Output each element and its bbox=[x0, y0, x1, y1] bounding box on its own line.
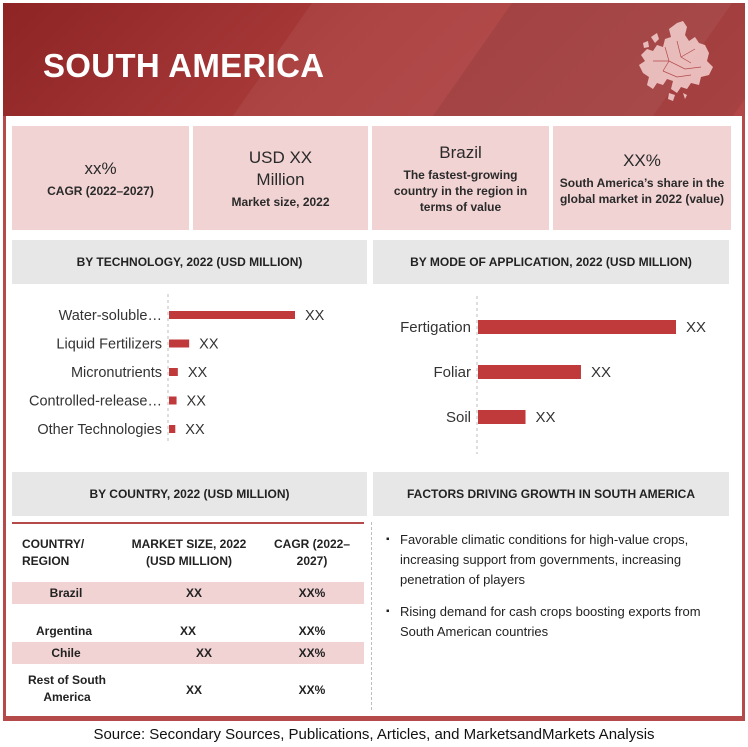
kpi-market-size-label: Market size, 2022 bbox=[231, 194, 330, 209]
europe-map-icon bbox=[629, 17, 719, 105]
table-row bbox=[12, 582, 364, 604]
bar bbox=[478, 320, 676, 334]
page-title: SOUTH AMERICA bbox=[43, 47, 325, 84]
table-header-country: COUNTRY/ REGION bbox=[22, 537, 85, 568]
category-label: Liquid Fertilizers bbox=[56, 336, 162, 353]
kpi-cagr-value: xx% bbox=[84, 158, 117, 178]
kpi-fastest-country-label: The fastest-growing country in the region in terms of value bbox=[393, 167, 528, 214]
category-label: Other Technologies bbox=[37, 422, 162, 438]
factor-item bbox=[384, 602, 722, 642]
bullet-icon: ▪ bbox=[386, 534, 390, 545]
table-cell-cagr: XX% bbox=[298, 646, 326, 660]
bar bbox=[478, 410, 526, 424]
table-cell-cagr: XX% bbox=[298, 624, 326, 638]
application-chart bbox=[373, 294, 729, 454]
kpi-market-size-value: USD XX Million bbox=[248, 147, 313, 189]
table-cell-size: XX bbox=[195, 646, 212, 660]
section-technology-header: BY TECHNOLOGY, 2022 (USD MILLION) bbox=[12, 240, 367, 284]
section-application-header: BY MODE OF APPLICATION, 2022 (USD MILLION) bbox=[373, 240, 729, 284]
data-label: XX bbox=[185, 422, 205, 438]
bar bbox=[169, 340, 189, 348]
category-label: Foliar bbox=[433, 364, 471, 381]
table-cell-cagr: XX% bbox=[298, 586, 326, 600]
data-label: XX bbox=[686, 319, 707, 336]
kpi-fastest-country bbox=[372, 126, 549, 230]
table-cell-country: Chile bbox=[51, 646, 81, 660]
technology-chart bbox=[12, 294, 367, 454]
category-label: Water-soluble… bbox=[58, 308, 162, 324]
kpi-global-share bbox=[553, 126, 731, 230]
section-country-header: BY COUNTRY, 2022 (USD MILLION) bbox=[12, 472, 367, 516]
kpi-fastest-country-value: Brazil bbox=[439, 142, 482, 162]
data-label: XX bbox=[305, 308, 325, 324]
bar bbox=[478, 365, 581, 379]
factor-text: Rising demand for cash crops boosting exports from South American countries bbox=[400, 604, 701, 639]
bottom-accent-bar bbox=[3, 716, 745, 721]
kpi-global-share-label: South America’s share in the global market in 2022 (value) bbox=[559, 175, 725, 206]
table-cell-size: XX bbox=[185, 586, 202, 600]
factor-text: Favorable climatic conditions for high-value crops, increasing support from governments, increasing penetration of players bbox=[400, 532, 689, 587]
data-label: XX bbox=[187, 365, 208, 381]
data-label: XX bbox=[535, 409, 556, 426]
section-factors-header: FACTORS DRIVING GROWTH IN SOUTH AMERICA bbox=[373, 472, 729, 516]
data-label: XX bbox=[186, 393, 206, 410]
application-chart-svg bbox=[373, 294, 729, 454]
category-label: Micronutrients bbox=[70, 365, 162, 381]
category-label: Soil bbox=[445, 409, 471, 426]
factors-list bbox=[384, 530, 722, 654]
data-label: XX bbox=[199, 336, 219, 353]
kpi-cagr bbox=[12, 126, 189, 230]
bar bbox=[169, 397, 177, 405]
header-banner bbox=[3, 3, 745, 116]
category-label: Fertigation bbox=[400, 319, 471, 336]
table-row bbox=[12, 672, 364, 708]
table-cell-size: XX bbox=[185, 683, 202, 697]
source-note: Source: Secondary Sources, Publications, Articles, and MarketsandMarkets Analysis bbox=[93, 726, 655, 743]
kpi-cagr-label: CAGR (2022–2027) bbox=[47, 183, 154, 198]
table-header-cagr: CAGR (2022–2027) bbox=[273, 537, 351, 568]
category-label: Controlled-release… bbox=[29, 393, 162, 410]
country-table bbox=[12, 522, 364, 710]
table-cell-cagr: XX% bbox=[298, 683, 326, 697]
table-header-market-size: MARKET SIZE, 2022 (USD MILLION) bbox=[131, 537, 247, 568]
table-cell-size: XX bbox=[179, 624, 196, 638]
table-top-rule bbox=[12, 522, 364, 524]
data-label: XX bbox=[590, 364, 611, 381]
table-row bbox=[12, 620, 364, 642]
bullet-icon: ▪ bbox=[386, 606, 390, 617]
factor-item bbox=[384, 530, 722, 590]
table-cell-country: Argentina bbox=[35, 624, 92, 638]
table-row bbox=[12, 642, 364, 664]
bar bbox=[169, 425, 175, 433]
table-cell-country: Rest of South America bbox=[28, 673, 106, 704]
bar bbox=[169, 311, 295, 319]
bar bbox=[169, 368, 178, 376]
kpi-global-share-value: XX% bbox=[623, 150, 661, 170]
kpi-market-size bbox=[193, 126, 368, 230]
table-divider bbox=[371, 522, 372, 710]
table-cell-country: Brazil bbox=[49, 586, 83, 600]
technology-chart-svg bbox=[12, 294, 367, 454]
